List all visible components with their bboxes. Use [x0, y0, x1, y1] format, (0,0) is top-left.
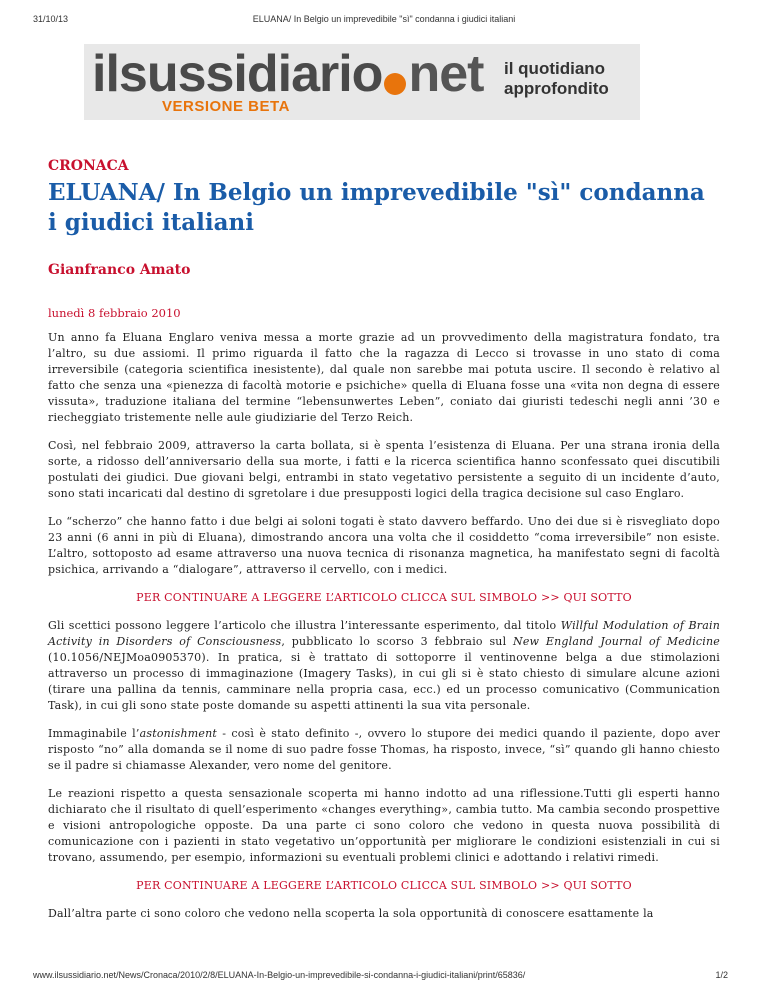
paragraph-3: Lo “scherzo” che hanno fatto i due belgi ai soloni togati è stato davvero beffardo. Uno dei due si è risvegliato dopo 23 anni (6 anni in più di Eluana), dimostrando ancora una volta che il cosiddetto “coma irreversibile” non esiste. L’altro, sottoposto ad esame attraverso una nuova tecnica di risonanza magnetica, ha manifestato segni di facoltà psichica, arrivando a “dialogare”, attraverso il cervello, con i medici.: [48, 515, 720, 576]
logo-tagline: [504, 59, 609, 99]
print-footer: [0, 970, 768, 984]
paragraph-4-text-a: Gli scettici possono leggere l’articolo che illustra l’interessante esperimento, dal titolo: [48, 619, 561, 632]
print-title: ELUANA/ In Belgio un imprevedibile "sì" condanna i giudici italiani: [252, 14, 516, 24]
paragraph-2: Così, nel febbraio 2009, attraverso la carta bollata, si è spenta l’esistenza di Eluana. Per una strana ironia della sorte, a ridosso dell’anniversario della sua morte, i fatti e la ricerca scientifica hanno sconfessato quei discutibili postulati dei giudici. Due giovani belgi, entrambi in stato vegetativo persistente a seguito di un incidente d’auto, sono stati incaricati dal destino di sgretolare i due presupposti logici della tragica decisione sul caso Englaro.: [48, 439, 720, 500]
logo-dot-icon: [384, 73, 406, 95]
article-author[interactable]: Gianfranco Amato: [48, 262, 191, 278]
paragraph-4-text-c: (10.1056/NEJMoa0905370). In pratica, si è trattato di sottoporre il ventinovenne belga a due stimolazioni attraverso un processo di immaginazione (Imagery Tasks), in cui gli si è stato chiesto di simulare alcune azioni (tirare una pallina da tennis, camminare nella propria casa, ecc.) ed un processo comunicativo (Communication Task), in cui gli sono state poste domande su aspetti attinenti la sua vita personale.: [48, 651, 720, 712]
print-header: [0, 14, 768, 30]
logo-wordmark: ilsussidiario: [92, 45, 383, 103]
paragraph-4: [48, 618, 720, 714]
site-logo: [92, 46, 483, 102]
page-number: 1/2: [715, 970, 728, 980]
paragraph-6: Le reazioni rispetto a questa sensazionale scoperta mi hanno indotto ad una riflessione.Tutti gli esperti hanno dichiarato che il risultato di quell’esperimento «changes everything», cambia tutto. Ma cambia secondo prospettive e visioni antropologiche opposte. Da una parte ci sono coloro che vedono in questa nuova possibilità di comunicazione con i pazienti in stato vegetativo un’opportunità per migliorare le condizioni esistenziali in cui si trovano, assumendo, per esempio, informazioni su eventuali problemi clinici e adottando i relativi rimedi.: [48, 787, 720, 864]
paragraph-4-text-b: , pubblicato lo scorso 3 febbraio sul: [281, 635, 514, 648]
article-body: [48, 330, 720, 934]
print-date: 31/10/13: [33, 14, 69, 24]
logo-beta-label: VERSIONE BETA: [162, 98, 290, 115]
article-date: lunedì 8 febbraio 2010: [48, 306, 181, 320]
paragraph-5-text-b: - così è stato definito -, ovvero lo stupore dei medici quando il paziente, dopo aver risposto “no” alla domanda se il nome di suo padre fosse Thomas, ha risposto, invece, “sì” quando gli hanno chiesto se il padre si chiamasse Alexander, vero nome del genitore.: [48, 727, 720, 772]
logo-net: net: [408, 45, 484, 103]
section-label[interactable]: CRONACA: [48, 158, 129, 174]
paragraph-1: Un anno fa Eluana Englaro veniva messa a morte grazie ad un provvedimento della magistratura fondato, tra l’altro, su due assiomi. Il primo riguarda il fatto che la ragazza di Lecco si trovasse in uno stato di coma irreversibile (categoria scientifica inesistente), dal quale non sarebbe mai potuta uscire. Il secondo è relativo al fatto che senza una «pienezza di facoltà motorie e psichiche» quella di Eluana fosse una «vita non degna di essere vissuta», traduzione italiana del termine “lebensunwertes Leben”, coniato dai giuristi tedeschi negli anni ’30 e riecheggiato tristemente nelle aule giudiziarie del Terzo Reich.: [48, 331, 720, 424]
paragraph-5: [48, 726, 720, 774]
paragraph-7: Dall’altra parte ci sono coloro che vedono nella scoperta la sola opportunità di conoscere esattamente la: [48, 907, 654, 920]
print-url: www.ilsussidiario.net/News/Cronaca/2010/2/8/ELUANA-In-Belgio-un-imprevedibile-si-condanna-i-giudici-italiani/print/65836/: [33, 970, 526, 980]
tagline-line-2: approfondito: [504, 79, 609, 98]
article-headline: ELUANA/ In Belgio un imprevedibile "sì" condanna i giudici italiani: [48, 179, 705, 236]
continue-reading-link-2[interactable]: PER CONTINUARE A LEGGERE L’ARTICOLO CLICCA SUL SIMBOLO >> QUI SOTTO: [136, 879, 632, 892]
study-title: Willful Modulation of Brain Activity in Disorders of Consciousness: [48, 619, 720, 648]
continue-reading-link[interactable]: PER CONTINUARE A LEGGERE L’ARTICOLO CLICCA SUL SIMBOLO >> QUI SOTTO: [136, 591, 632, 604]
journal-name: New England Journal of Medicine: [513, 635, 721, 648]
tagline-line-1: il quotidiano: [504, 59, 606, 78]
site-logo-banner[interactable]: [84, 44, 640, 120]
paragraph-5-text-a: Immaginabile l’: [48, 727, 140, 740]
astonishment-term: astonishment: [139, 727, 218, 740]
